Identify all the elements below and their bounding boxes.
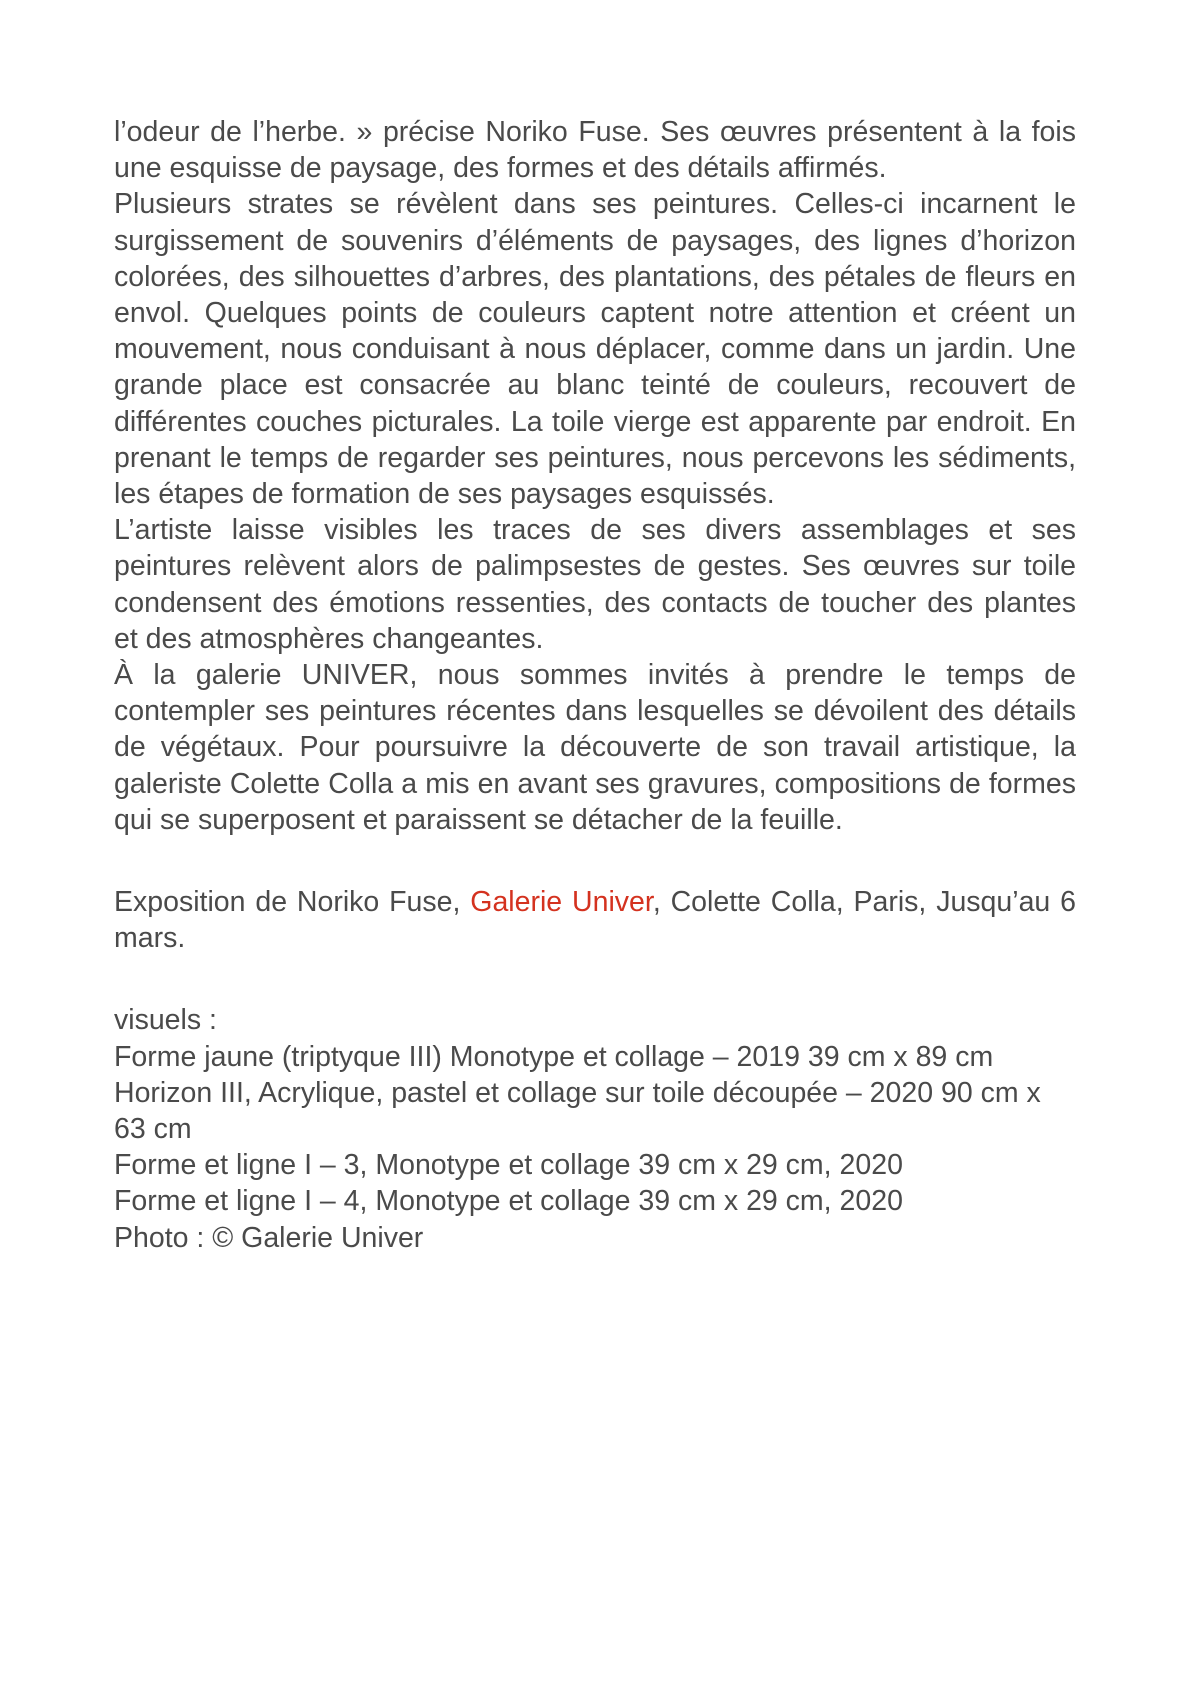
visuals-heading: visuels : (114, 1004, 217, 1037)
visual-item: Forme et ligne I – 3, Monotype et collage 39 cm x 29 cm, 2020 (114, 1149, 903, 1182)
galerie-univer-link[interactable]: Galerie Univer (470, 886, 653, 919)
spacer (114, 956, 1076, 1002)
visual-item: Forme et ligne I – 4, Monotype et collage 39 cm x 29 cm, 2020 (114, 1185, 903, 1218)
paragraph-2: Plusieurs strates se révèlent dans ses peintures. Celles-ci incarnent le surgissement de souvenirs d’éléments de paysages, des lignes d’horizon colorées, des silhouettes d’arbres, des plantations, des pétales de fleurs en envol. Quelques points de couleurs captent notre attention et créent un mouvement, nous conduisant à nous déplacer, comme dans un jardin. Une grande place est consacrée au blanc teinté de couleurs, recouvert de différentes couches picturales. La toile vierge est apparente par endroit. En prenant le temps de regarder ses peintures, nous percevons les sédiments, les étapes de formation de ses paysages esquissés. (114, 188, 1076, 511)
visual-item: Horizon III, Acrylique, pastel et collage sur toile découpée – 2020 90 cm x 63 cm (114, 1076, 1041, 1146)
photo-credit: Photo : © Galerie Univer (114, 1221, 424, 1254)
paragraph-4: À la galerie UNIVER, nous sommes invités à prendre le temps de contempler ses peintures récentes dans lesquelles se dévoilent des détails de végétaux. Pour poursuivre la découverte de son travail artistique, la galeriste Colette Colla a mis en avant ses gravures, compositions de formes qui se superposent et paraissent se détacher de la feuille. (114, 659, 1076, 836)
exhibition-suffix: , Colette Colla, Paris, Jusqu’au 6 mars. (114, 886, 1076, 955)
visuals-section (114, 1002, 1076, 1255)
spacer (114, 838, 1076, 884)
paragraph-1: l’odeur de l’herbe. » précise Noriko Fuse. Ses œuvres présentent à la fois une esquisse de paysage, des formes et des détails affirmés. (114, 116, 1076, 185)
article-body (114, 114, 1076, 1256)
exhibition-info (114, 884, 1076, 956)
paragraph-3: L’artiste laisse visibles les traces de ses divers assemblages et ses peintures relèvent alors de palimpsestes de gestes. Ses œuvres sur toile condensent des émotions ressenties, des contacts de toucher des plantes et des atmosphères changeantes. (114, 514, 1076, 655)
visual-item: Forme jaune (triptyque III) Monotype et collage – 2019 39 cm x 89 cm (114, 1040, 994, 1073)
exhibition-prefix: Exposition de Noriko Fuse, (114, 886, 471, 919)
